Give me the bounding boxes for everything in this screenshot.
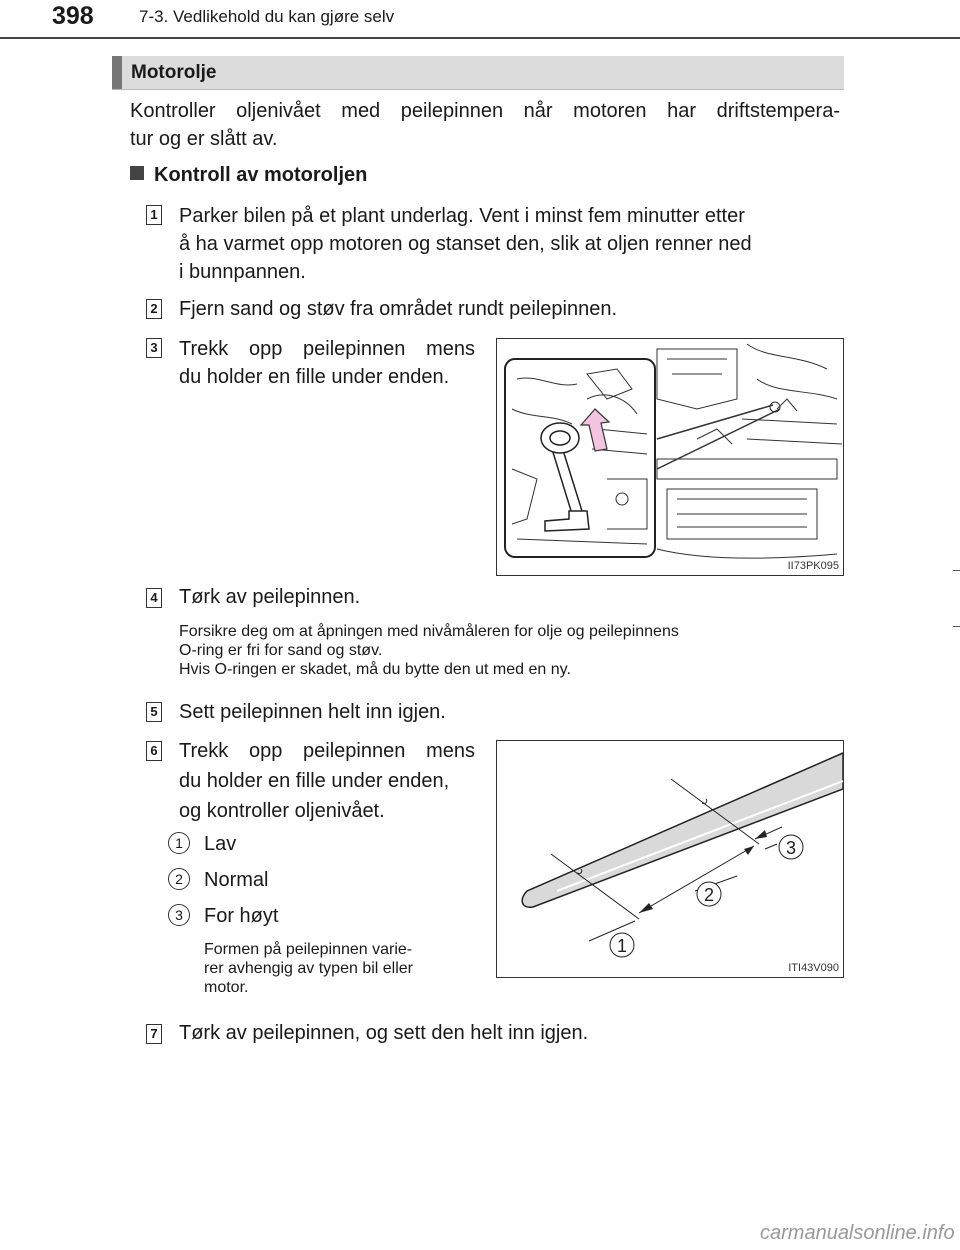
step-line: og kontroller oljenivået. <box>179 800 385 822</box>
margin-mark <box>953 570 960 571</box>
chapter-title: 7-3. Vedlikehold du kan gjøre selv <box>139 7 395 26</box>
step-number-5: 5 <box>146 702 162 722</box>
level-label-high: For høyt <box>204 905 279 927</box>
svg-text:2: 2 <box>703 885 715 905</box>
step-line: i bunnpannen. <box>179 261 306 283</box>
level-number-2: 2 <box>168 868 190 890</box>
intro-paragraph <box>130 97 840 153</box>
step-line: Trekk opp peilepinnen mens <box>179 740 475 762</box>
engine-dipstick-figure <box>496 338 844 576</box>
figure-code: II73PK095 <box>787 560 839 572</box>
section-header <box>112 56 844 90</box>
step-3-text <box>179 335 475 391</box>
step-number-3: 3 <box>146 338 162 358</box>
step-4-note <box>179 622 841 679</box>
step-line: Parker bilen på et plant underlag. Vent i minst fem minutter etter <box>179 205 745 227</box>
square-bullet-icon <box>130 166 144 180</box>
dipstick-level-figure <box>496 740 844 978</box>
svg-text:1: 1 <box>616 936 628 956</box>
step-line: du holder en fille under enden, <box>179 770 450 792</box>
margin-mark <box>953 626 960 627</box>
step-line: å ha varmet opp motoren og stanset den, slik at oljen renner ned <box>179 233 752 255</box>
note-line: O-ring er fri for sand og støv. <box>179 642 383 659</box>
step-number-6: 6 <box>146 741 162 761</box>
dipstick-callout-2 <box>697 882 721 906</box>
intro-line: tur og er slått av. <box>130 128 278 150</box>
section-title: Motorolje <box>131 62 217 83</box>
subheading <box>130 164 367 187</box>
step-6-note <box>204 940 476 997</box>
level-label-low: Lav <box>204 833 237 855</box>
step-2-text: Fjern sand og støv fra området rundt peilepinnen. <box>179 298 618 320</box>
dipstick-callout-3 <box>779 835 803 859</box>
step-line: du holder en fille under enden. <box>179 366 450 388</box>
subheading-text: Kontroll av motoroljen <box>154 164 368 186</box>
level-label-normal: Normal <box>204 869 269 891</box>
intro-line: Kontroller oljenivået med peilepinnen når motoren har driftstempera- <box>130 100 840 122</box>
level-number-3: 3 <box>168 904 190 926</box>
step-number-1: 1 <box>146 205 162 225</box>
step-number-4: 4 <box>146 588 162 608</box>
page-number: 398 <box>52 2 94 30</box>
note-line: Forsikre deg om at åpningen med nivåmåleren for olje og peilepinnens <box>179 623 679 640</box>
note-line: rer avhengig av typen bil eller <box>204 960 414 977</box>
level-number-1: 1 <box>168 832 190 854</box>
dipstick-callout-1 <box>610 933 634 957</box>
header-rule <box>0 37 960 39</box>
figure-code: ITI43V090 <box>788 962 839 974</box>
step-1-text <box>179 202 839 286</box>
step-line: Trekk opp peilepinnen mens <box>179 338 475 360</box>
step-number-7: 7 <box>146 1024 162 1044</box>
step-6-text <box>179 736 475 826</box>
svg-text:3: 3 <box>785 838 797 858</box>
step-5-text: Sett peilepinnen helt inn igjen. <box>179 701 446 723</box>
step-4-text: Tørk av peilepinnen. <box>179 586 361 608</box>
note-line: Hvis O-ringen er skadet, må du bytte den ut med en ny. <box>179 661 571 678</box>
step-7-text: Tørk av peilepinnen, og sett den helt inn igjen. <box>179 1022 589 1044</box>
dipstick-illustration <box>497 741 843 977</box>
section-accent <box>112 56 122 89</box>
step-number-2: 2 <box>146 299 162 319</box>
note-line: motor. <box>204 979 249 996</box>
watermark: carmanualsonline.info <box>760 1222 955 1244</box>
engine-illustration <box>497 339 843 575</box>
note-line: Formen på peilepinnen varie- <box>204 941 413 958</box>
